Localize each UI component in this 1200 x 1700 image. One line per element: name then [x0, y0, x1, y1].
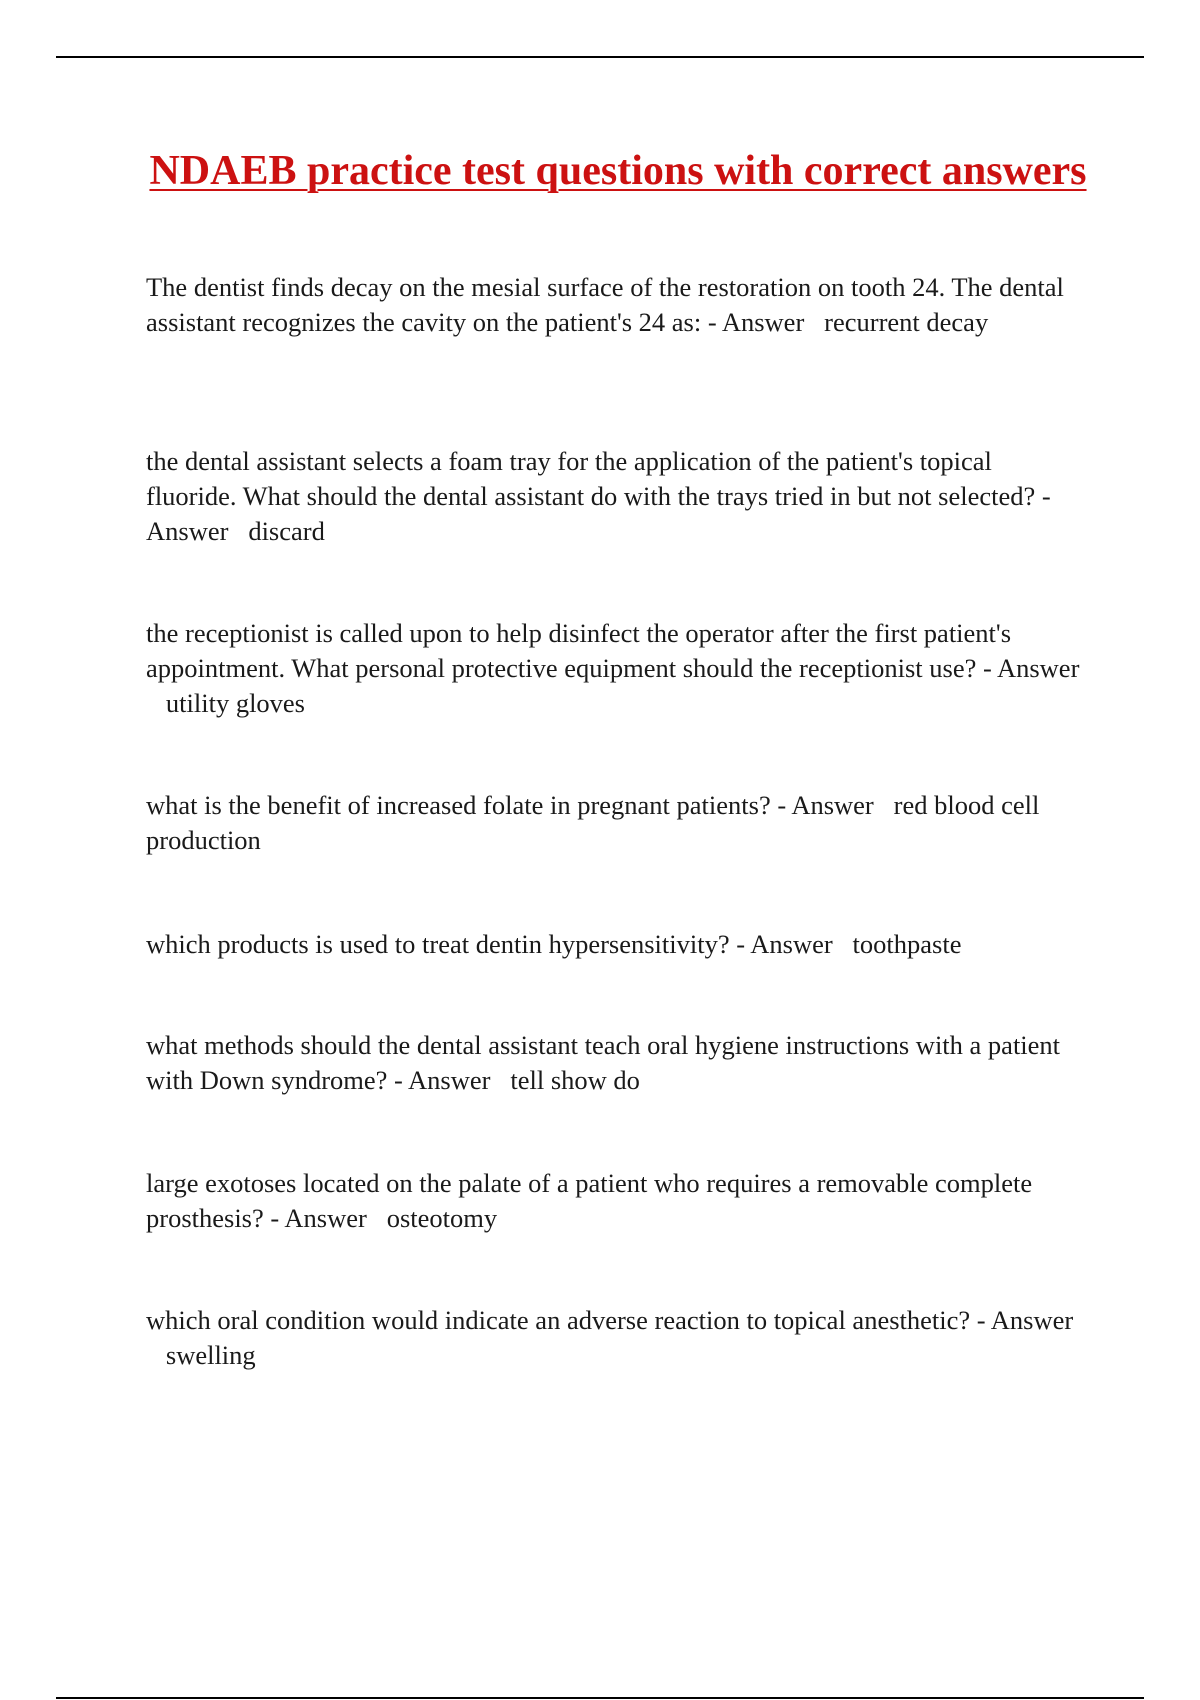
- answer-label: - Answer: [777, 790, 874, 820]
- top-rule: [56, 56, 1144, 58]
- qa-item: [146, 616, 1086, 721]
- answer-text: red blood cell production: [146, 790, 1040, 855]
- answer-text: recurrent decay: [824, 307, 989, 337]
- question-text: which products is used to treat dentin hypersensitivity?: [146, 929, 730, 959]
- qa-item: [146, 444, 1086, 549]
- question-text: what methods should the dental assistant teach oral hygiene instructions with a patient with Down syndrome?: [146, 1030, 1061, 1095]
- question-text: which oral condition would indicate an adverse reaction to topical anesthetic?: [146, 1305, 971, 1335]
- answer-label: - Answer: [707, 307, 805, 337]
- question-text: The dentist finds decay on the mesial surface of the restoration on tooth 24. The dental assistant recognizes the cavity on the patient's 24 as:: [146, 272, 1064, 337]
- answer-text: utility gloves: [165, 688, 305, 718]
- answer-text: osteotomy: [386, 1203, 498, 1233]
- question-text: large exotoses located on the palate of a patient who requires a removable complete prosthesis?: [146, 1168, 1033, 1233]
- document-title: NDAEB practice test questions with correct answers: [149, 148, 1087, 194]
- answer-text: toothpaste: [852, 929, 962, 959]
- qa-item: [146, 1028, 1086, 1098]
- answer-text: swelling: [165, 1340, 256, 1370]
- answer-label: - Answer: [146, 481, 1051, 546]
- qa-item: [146, 927, 1086, 962]
- answer-label: - Answer: [394, 1065, 491, 1095]
- qa-item: [146, 1166, 1086, 1236]
- bottom-rule: [56, 1697, 1144, 1699]
- qa-item: [146, 788, 1086, 858]
- answer-label: - Answer: [736, 929, 833, 959]
- answer-label: - Answer: [976, 1305, 1074, 1335]
- question-text: the dental assistant selects a foam tray for the application of the patient's topical fluoride. What should the dental assistant do with the trays tried in but not selected?: [146, 446, 1036, 511]
- answer-text: discard: [248, 516, 325, 546]
- qa-item: [146, 1303, 1086, 1373]
- question-text: what is the benefit of increased folate in pregnant patients?: [146, 790, 771, 820]
- answer-label: - Answer: [982, 653, 1080, 683]
- qa-item: [146, 270, 1086, 340]
- question-text: the receptionist is called upon to help disinfect the operator after the first patient's appointment. What personal protective equipment should the receptionist use?: [146, 618, 1012, 683]
- answer-label: - Answer: [270, 1203, 367, 1233]
- answer-text: tell show do: [510, 1065, 640, 1095]
